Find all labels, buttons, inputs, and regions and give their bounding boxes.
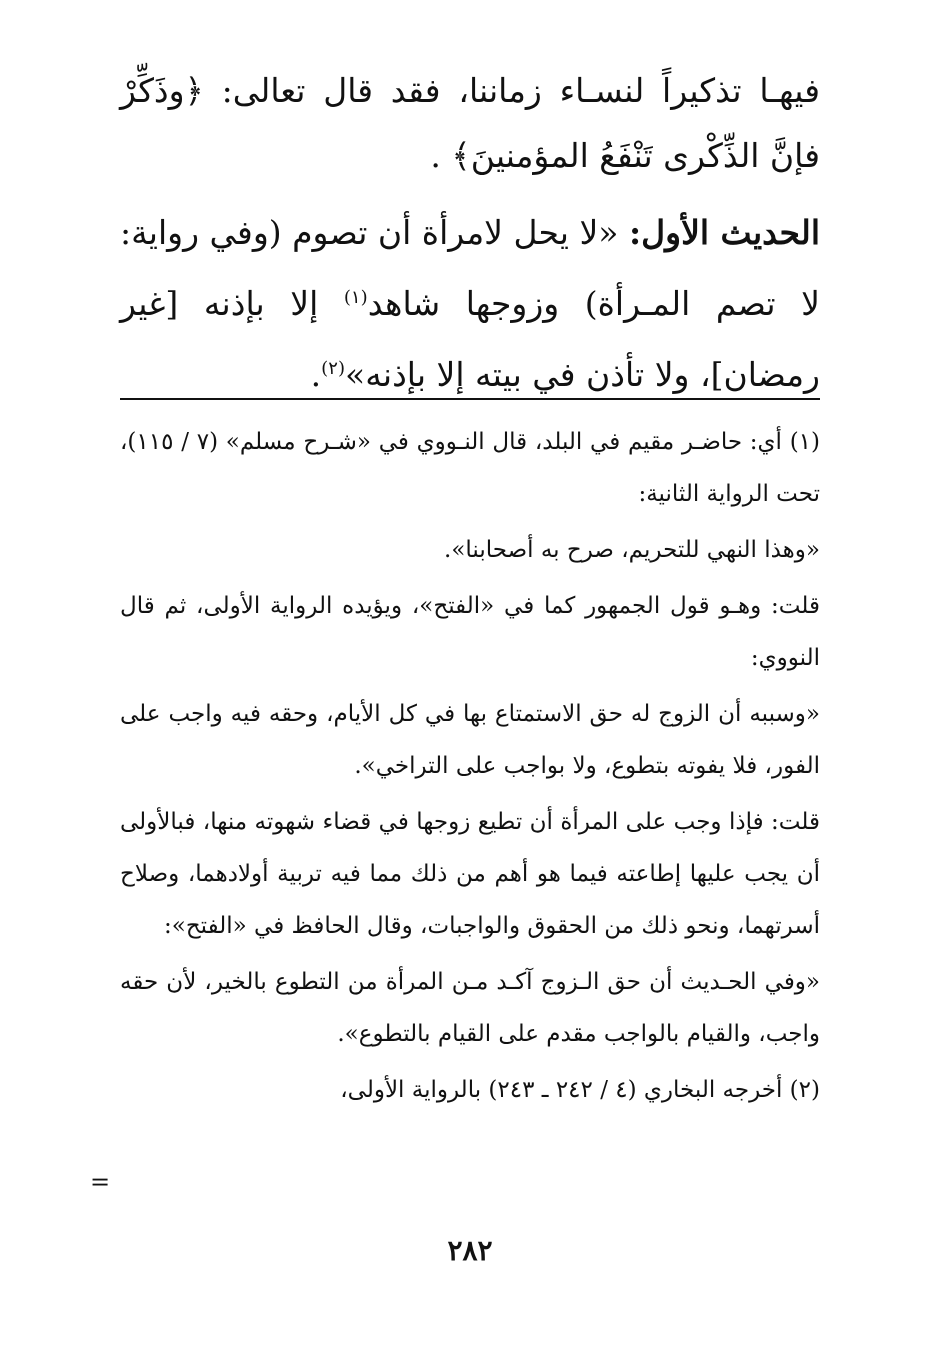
- footnote-1: (١) أي: حاضـر مقيم في البلد، قال النـووي في «شـرح مسلم» (٧ / ١١٥)، تحت الرواية الثانية:: [120, 429, 821, 507]
- hadith-title: الحديث الأول:: [628, 213, 820, 252]
- footnote-quote-nawawi-2: «وسببه أن الزوج له حق الاستمتاع بها في كل الأيام، وحقه فيه واجب على الفور، فلا يفوته بتطوع، ولا بواجب على التراخي».: [120, 701, 820, 779]
- footnote-2: (٢) أخرجه البخاري (٤ / ٢٤٢ ـ ٢٤٣) بالرواية الأولى،: [340, 1077, 820, 1103]
- continuation-mark: =: [90, 1168, 111, 1196]
- footnote-quote-nawawi-1: «وهذا النهي للتحريم، صرح به أصحابنا».: [444, 537, 820, 563]
- hadith-text-part-2: إلا بإذنه [غير رمضان]، ولا تأذن في بيته إلا بإذنه»: [120, 284, 820, 394]
- footnote-comment-1: قلت: وهـو قول الجمهور كما في «الفتح»، ويؤيده الرواية الأولى، ثم قال النووي:: [120, 593, 820, 671]
- hadith-end-punct: .: [310, 355, 322, 394]
- hadith-text-part-1: «لا يحل لامرأة أن تصوم (وفي رواية: لا تصم المـرأة) وزوجها شاهد: [120, 213, 820, 323]
- footnote-quote-fath: «وفي الحـديث أن حق الـزوج آكـد مـن المرأة من التطوع بالخير، لأن حقه واجب، والقيام بالواجب مقدم على القيام بالتطوع».: [120, 969, 820, 1047]
- footnote-divider: [120, 398, 820, 400]
- page-number: ٢٨٢: [447, 1234, 493, 1267]
- footnote-ref-1: (١): [343, 287, 368, 308]
- intro-paragraph: فيهـا تذكيراً لنسـاء زماننا، فقد قال تعالى: ﴿وذَكِّرْ فإنَّ الذِّكْرى تَنْفَعُ المؤمنينَ﴾ .: [120, 71, 820, 175]
- hadith-paragraph: [120, 200, 820, 407]
- footnotes-section: [120, 416, 820, 1120]
- footnote-ref-2: (٢): [321, 358, 346, 379]
- main-text: [120, 58, 820, 407]
- footnote-comment-2: قلت: فإذا وجب على المرأة أن تطيع زوجها في قضاء شهوته منها، فبالأولى أن يجب عليها إطاعته فيما هو أهم من ذلك مما فيه تربية أولادهما، وصلاح أسرتهما، ونحو ذلك من الحقوق والواجبات، وقال الحافظ في «الفتح»:: [120, 809, 820, 939]
